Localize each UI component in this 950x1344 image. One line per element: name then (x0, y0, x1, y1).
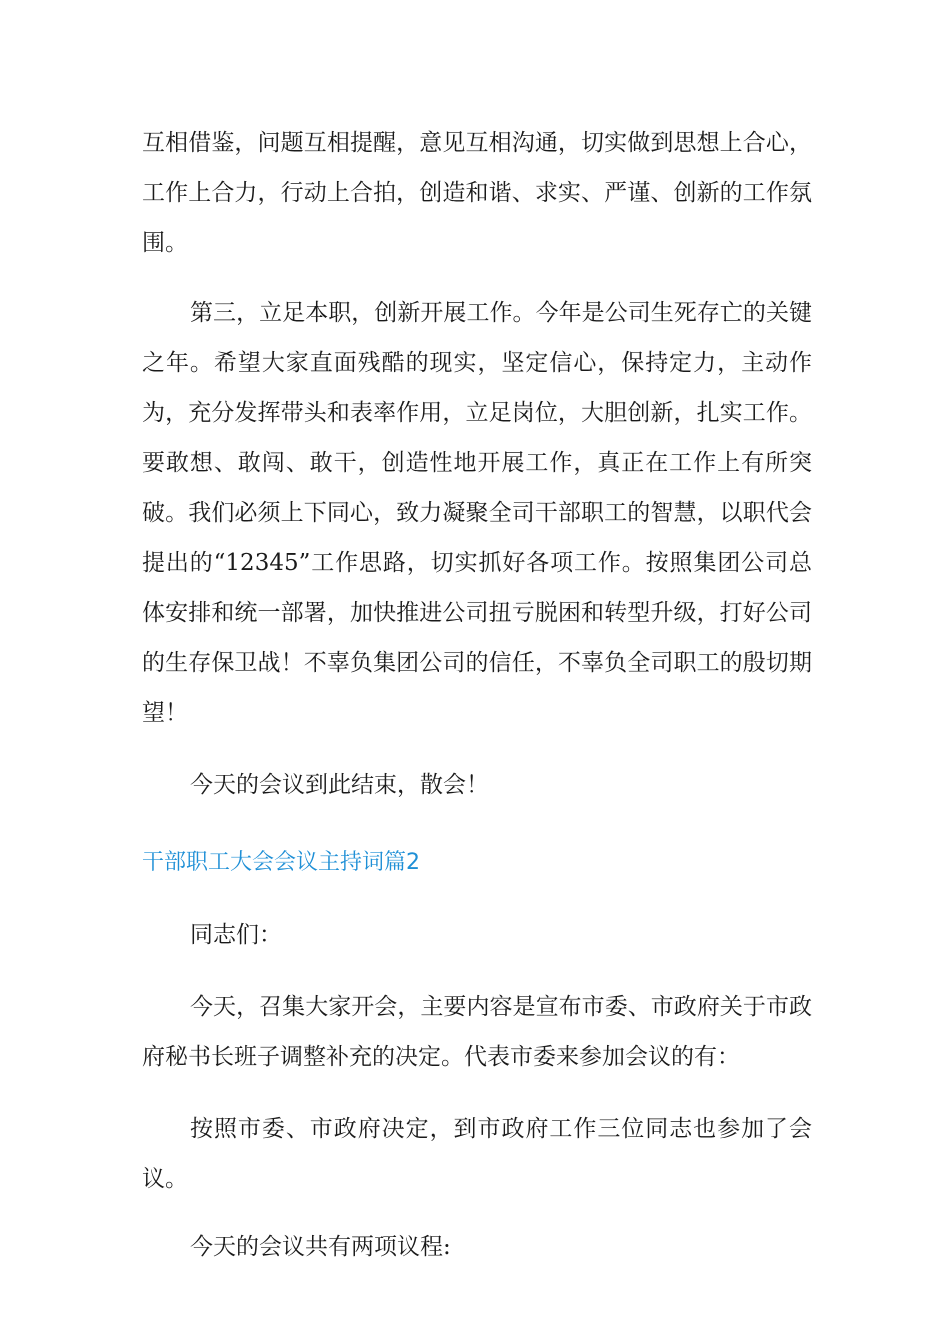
paragraph-third-point: 第三，立足本职，创新开展工作。今年是公司生死存亡的关键之年。希望大家直面残酷的现实，坚定信心，保持定力，主动作为，充分发挥带头和表率作用，立足岗位，大胆创新，扎实工作。要敢想、敢闯、敢干，创造性地开展工作，真正在工作上有所突破。我们必须上下同心，致力凝聚全司干部职工的智慧，以职代会提出的“12345”工作思路，切实抓好各项工作。按照集团公司总体安排和统一部署，加快推进公司扭亏脱困和转型升级，打好公司的生存保卫战！不辜负集团公司的信任，不辜负全司职工的殷切期望！ (142, 300, 812, 726)
paragraph-agenda: 今天的会议共有两项议程: (190, 1234, 451, 1260)
document-page (142, 118, 812, 1272)
paragraph-greeting: 同志们： (190, 922, 282, 948)
section-heading: 干部职工大会会议主持词篇2 (142, 850, 420, 875)
paragraph-closing: 今天的会议到此结束，散会！ (190, 772, 489, 798)
paragraph-attendees: 按照市委、市政府决定，到市政府工作三位同志也参加了会议。 (142, 1116, 812, 1192)
paragraph-continuation: 互相借鉴，问题互相提醒，意见互相沟通，切实做到思想上合心，工作上合力，行动上合拍，创造和谐、求实、严谨、创新的工作氛围。 (142, 130, 812, 256)
paragraph-purpose: 今天，召集大家开会，主要内容是宣布市委、市政府关于市政府秘书长班子调整补充的决定。代表市委来参加会议的有： (142, 994, 812, 1070)
